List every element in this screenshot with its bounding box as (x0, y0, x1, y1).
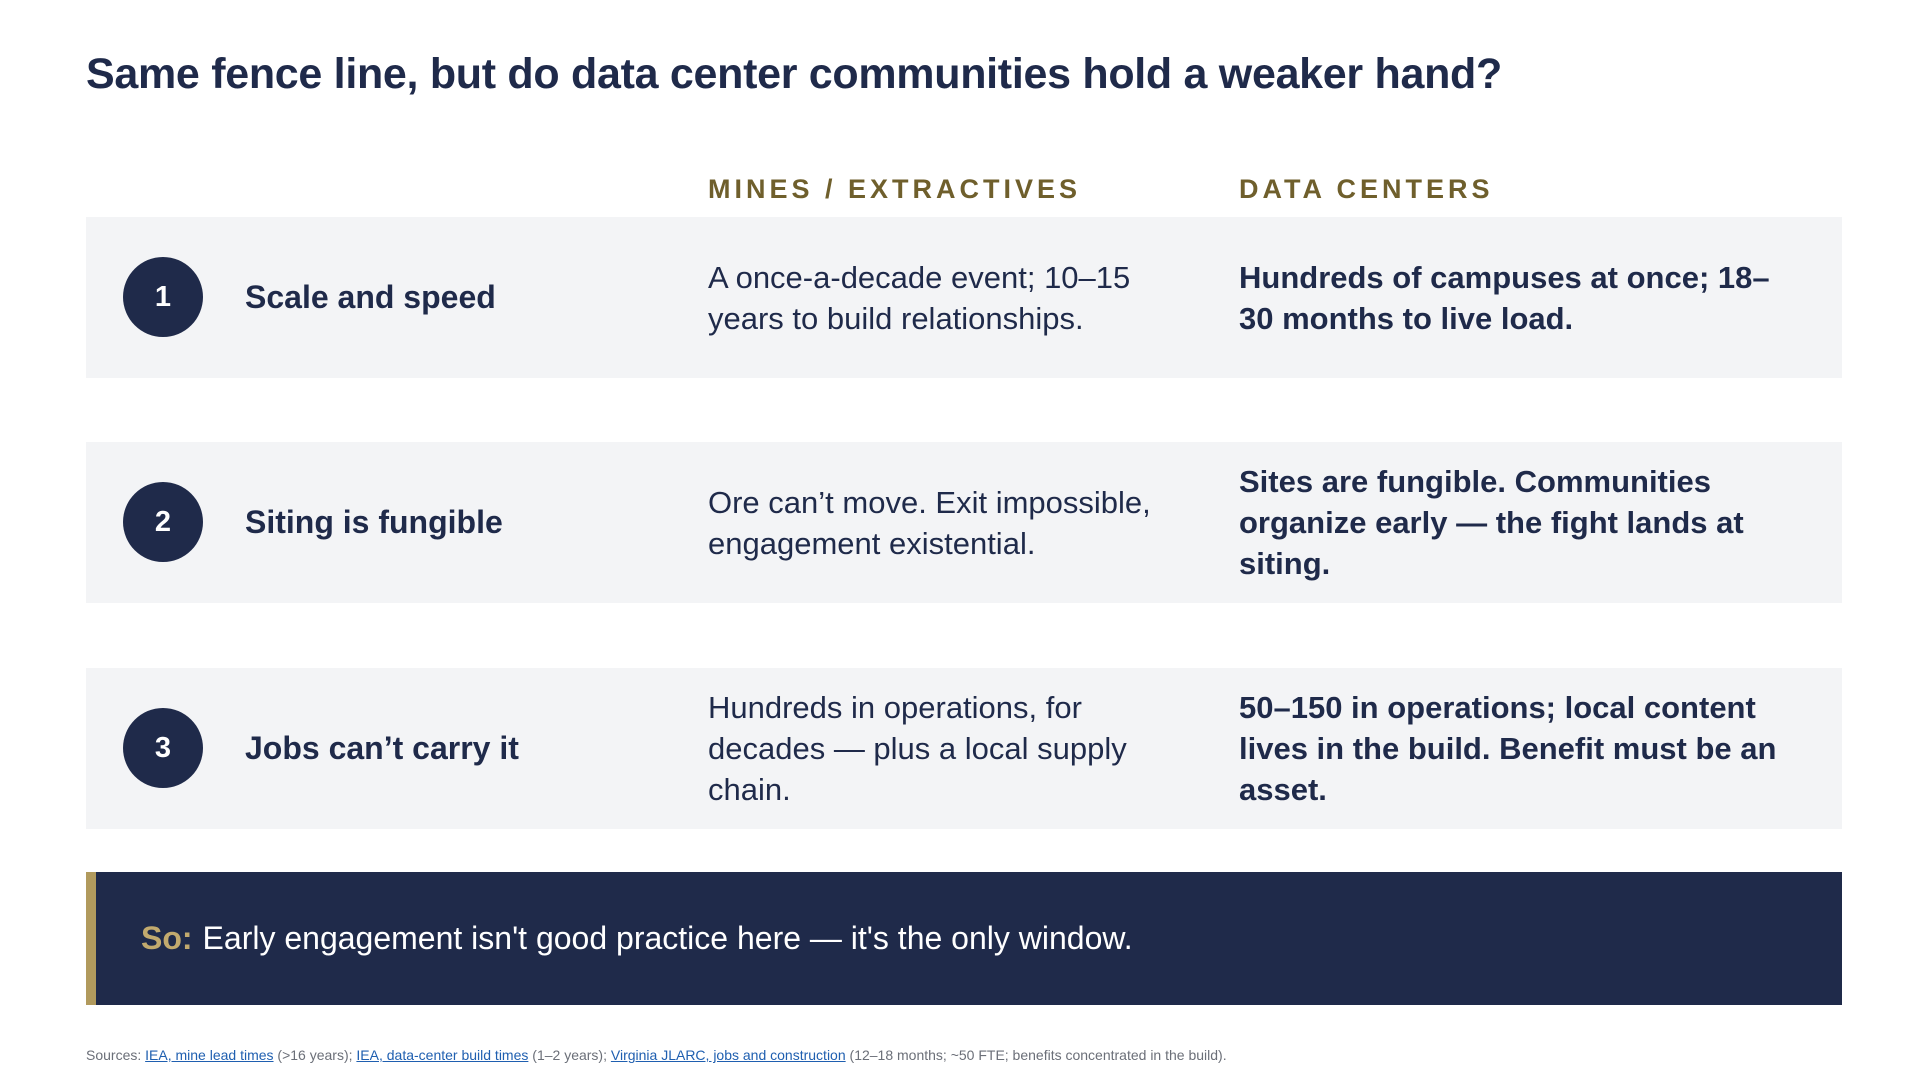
comparison-row (86, 217, 1842, 378)
row-label: Jobs can’t carry it (245, 730, 519, 766)
callout-accent-bar (86, 872, 96, 1005)
sources-text: (12–18 months; ~50 FTE; benefits concentrated in the build). (845, 1047, 1227, 1063)
row-number-badge: 2 (123, 482, 203, 562)
column-header-mines: MINES / EXTRACTIVES (708, 174, 1082, 204)
sources-lead: Sources: (86, 1047, 146, 1063)
mines-text: Hundreds in operations, for decades — plus a local supply chain. (708, 690, 1127, 807)
mines-cell (708, 217, 1178, 378)
source-link-virginia-jlarc[interactable]: Virginia JLARC, jobs and construction (610, 1047, 846, 1063)
callout-prefix: So: (141, 920, 193, 956)
column-header-data-centers: DATA CENTERS (1239, 174, 1494, 204)
source-link-iea-data-center[interactable]: IEA, data-center build times (356, 1047, 529, 1063)
source-link-iea-mine[interactable]: IEA, mine lead times (145, 1047, 274, 1063)
data-centers-cell (1239, 442, 1799, 603)
mines-text: A once-a-decade event; 10–15 years to build relationships. (708, 259, 1131, 336)
page-title: Same fence line, but do data center communities hold a weaker hand? (86, 50, 1502, 98)
callout-message: Early engagement isn't good practice here — it's the only window. (202, 920, 1133, 956)
callout-text (141, 872, 1133, 1005)
data-centers-cell (1239, 668, 1799, 829)
row-number-badge: 1 (123, 257, 203, 337)
comparison-row (86, 442, 1842, 603)
data-centers-text: Sites are fungible. Communities organize early — the fight lands at siting. (1239, 464, 1744, 581)
data-centers-text: Hundreds of campuses at once; 18–30 months to live load. (1239, 259, 1770, 336)
mines-text: Ore can’t move. Exit impossible, engagement existential. (708, 484, 1151, 561)
callout-box (86, 872, 1842, 1005)
sources-text: (1–2 years); (528, 1047, 611, 1063)
row-label: Scale and speed (245, 279, 496, 315)
data-centers-cell (1239, 217, 1799, 378)
row-label: Siting is fungible (245, 504, 503, 540)
mines-cell (708, 668, 1178, 829)
data-centers-text: 50–150 in operations; local content lives in the build. Benefit must be an asset. (1239, 690, 1777, 807)
mines-cell (708, 442, 1178, 603)
comparison-row (86, 668, 1842, 829)
row-number-badge: 3 (123, 708, 203, 788)
sources-text: (>16 years); (273, 1047, 357, 1063)
sources-footnote (86, 1047, 1227, 1063)
